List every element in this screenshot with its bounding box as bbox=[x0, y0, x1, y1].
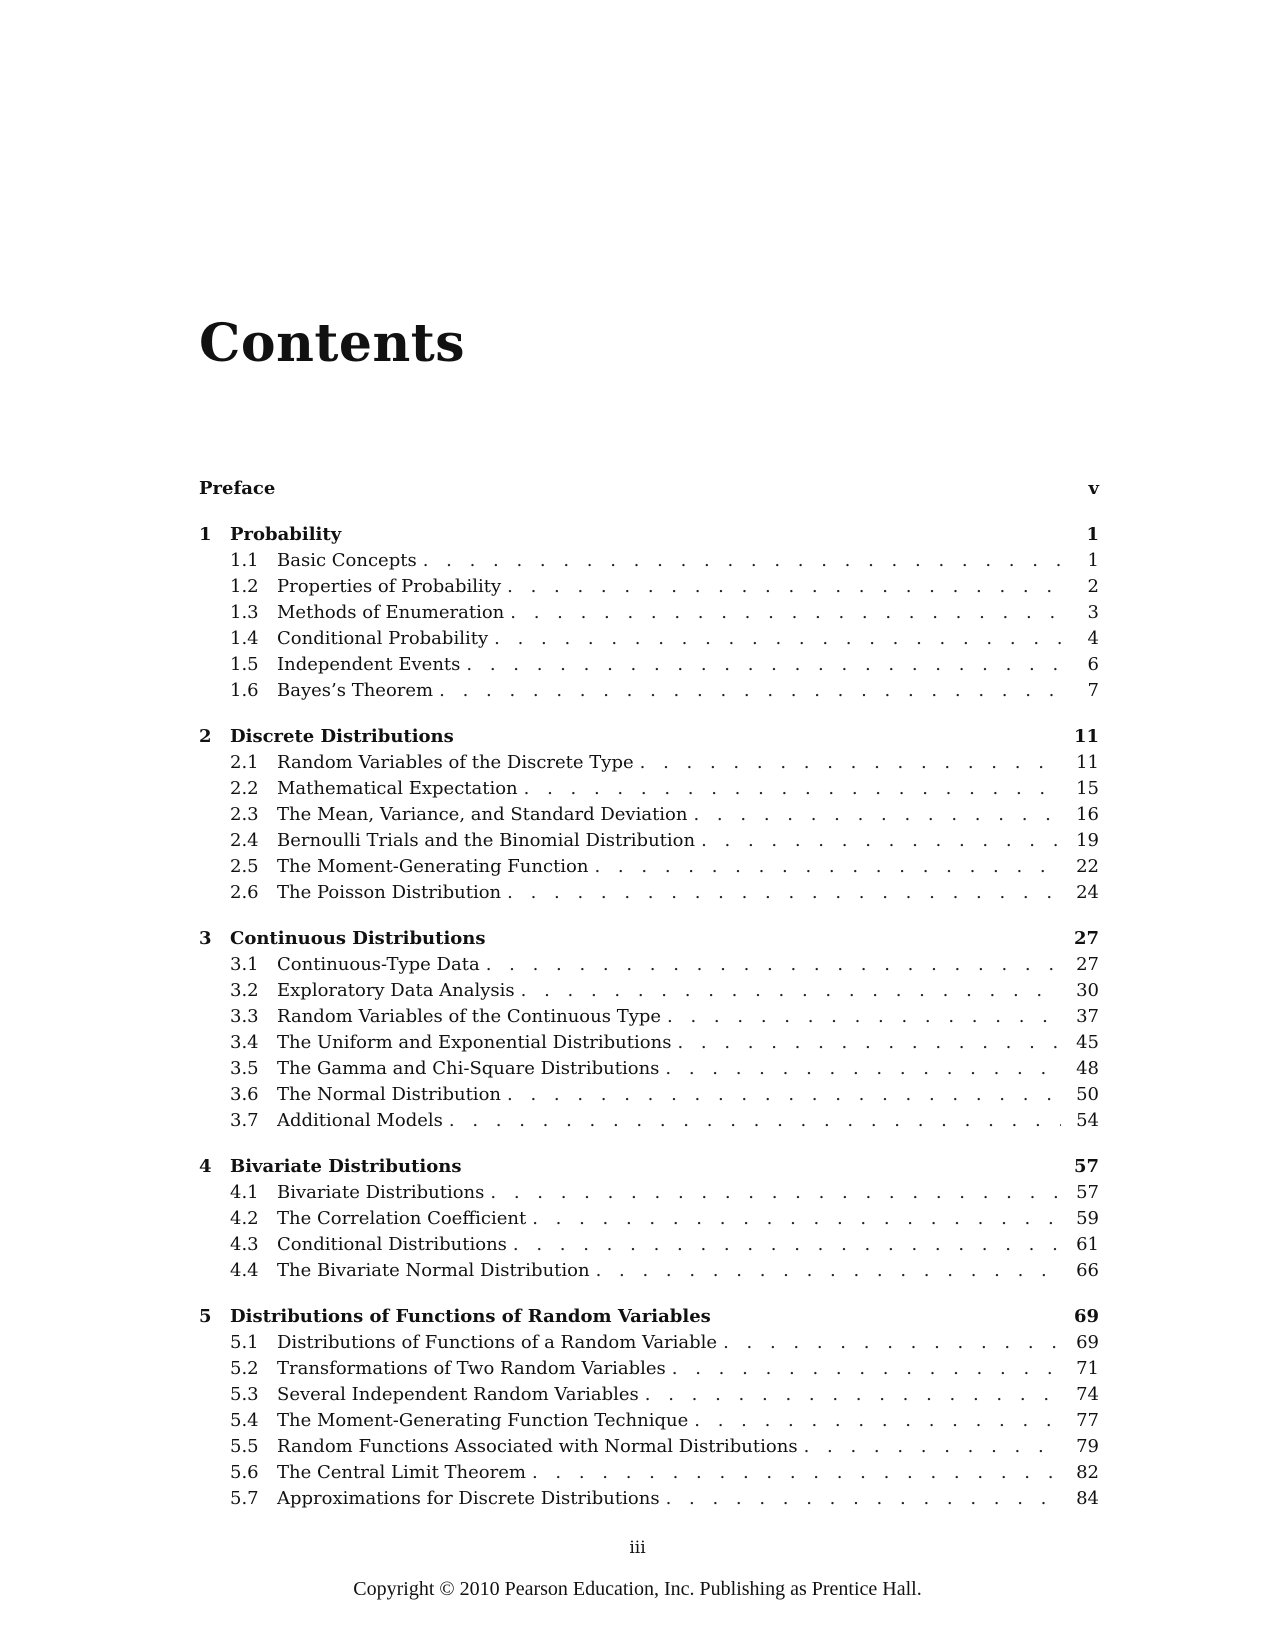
table-of-contents bbox=[199, 476, 1099, 1532]
section-title: The Moment-Generating Function bbox=[277, 856, 589, 877]
section-page: 11 bbox=[1076, 752, 1099, 773]
section-number: 3.5 bbox=[230, 1058, 259, 1079]
chapter-number: 2 bbox=[199, 726, 212, 747]
toc-entry-section-3-1[interactable] bbox=[199, 952, 1099, 978]
dot-leader bbox=[694, 1408, 1061, 1434]
copyright-footer: Copyright © 2010 Pearson Education, Inc. Publishing as Prentice Hall. bbox=[353, 1578, 922, 1600]
section-number: 4.2 bbox=[230, 1208, 259, 1229]
section-number: 2.6 bbox=[230, 882, 259, 903]
toc-entry-section-5-2[interactable] bbox=[199, 1356, 1099, 1382]
dot-leader bbox=[439, 678, 1061, 704]
toc-entry-chapter-1[interactable] bbox=[199, 522, 1099, 548]
chapter-title: Bivariate Distributions bbox=[230, 1156, 462, 1177]
section-title: Basic Concepts bbox=[277, 550, 417, 571]
dot-leader bbox=[645, 1382, 1061, 1408]
section-title: Conditional Probability bbox=[277, 628, 489, 649]
dot-leader bbox=[701, 828, 1061, 854]
chapter-number: 5 bbox=[199, 1306, 212, 1327]
toc-entry-chapter-5[interactable] bbox=[199, 1304, 1099, 1330]
section-page: 54 bbox=[1076, 1110, 1099, 1131]
section-page: 69 bbox=[1076, 1332, 1099, 1353]
section-title: The Normal Distribution bbox=[277, 1084, 501, 1105]
section-title: The Uniform and Exponential Distributions bbox=[277, 1032, 672, 1053]
section-number: 1.6 bbox=[230, 680, 259, 701]
toc-chapter-5 bbox=[199, 1304, 1099, 1512]
section-number: 3.7 bbox=[230, 1110, 259, 1131]
dot-leader bbox=[532, 1206, 1061, 1232]
section-number: 5.1 bbox=[230, 1332, 259, 1353]
section-title: Conditional Distributions bbox=[277, 1234, 507, 1255]
section-number: 4.3 bbox=[230, 1234, 259, 1255]
chapter-title: Distributions of Functions of Random Variables bbox=[230, 1306, 711, 1327]
section-number: 3.4 bbox=[230, 1032, 259, 1053]
section-page: 59 bbox=[1076, 1208, 1099, 1229]
toc-entry-section-1-5[interactable] bbox=[199, 652, 1099, 678]
toc-entry-section-1-2[interactable] bbox=[199, 574, 1099, 600]
chapter-number: 1 bbox=[199, 524, 212, 545]
dot-leader bbox=[677, 1030, 1061, 1056]
dot-leader bbox=[804, 1434, 1061, 1460]
section-title: Random Variables of the Discrete Type bbox=[277, 752, 634, 773]
section-title: Mathematical Expectation bbox=[277, 778, 518, 799]
dot-leader bbox=[521, 978, 1061, 1004]
section-page: 71 bbox=[1076, 1358, 1099, 1379]
toc-entry-section-5-4[interactable] bbox=[199, 1408, 1099, 1434]
section-number: 1.2 bbox=[230, 576, 259, 597]
dot-leader bbox=[667, 1004, 1061, 1030]
chapter-page: 69 bbox=[1073, 1306, 1099, 1327]
toc-entry-section-3-2[interactable] bbox=[199, 978, 1099, 1004]
section-title: Bayes’s Theorem bbox=[277, 680, 434, 701]
section-page: 19 bbox=[1076, 830, 1099, 851]
section-page: 27 bbox=[1076, 954, 1099, 975]
section-number: 4.1 bbox=[230, 1182, 259, 1203]
section-number: 2.4 bbox=[230, 830, 259, 851]
dot-leader bbox=[640, 750, 1061, 776]
section-title: The Central Limit Theorem bbox=[277, 1462, 526, 1483]
dot-leader bbox=[494, 626, 1061, 652]
toc-entry-section-5-7[interactable] bbox=[199, 1486, 1099, 1512]
toc-entry-section-2-6[interactable] bbox=[199, 880, 1099, 906]
section-number: 5.4 bbox=[230, 1410, 259, 1431]
dot-leader bbox=[423, 548, 1061, 574]
toc-entry-section-3-6[interactable] bbox=[199, 1082, 1099, 1108]
chapter-title: Probability bbox=[230, 524, 342, 545]
section-title: The Bivariate Normal Distribution bbox=[277, 1260, 590, 1281]
toc-entry-section-5-6[interactable] bbox=[199, 1460, 1099, 1486]
preface-title: Preface bbox=[199, 478, 276, 499]
dot-leader bbox=[507, 574, 1061, 600]
dot-leader bbox=[666, 1486, 1061, 1512]
section-title: Several Independent Random Variables bbox=[277, 1384, 639, 1405]
dot-leader bbox=[532, 1460, 1061, 1486]
dot-leader bbox=[672, 1356, 1061, 1382]
section-title: Independent Events bbox=[277, 654, 461, 675]
section-number: 3.1 bbox=[230, 954, 259, 975]
toc-chapter-2 bbox=[199, 724, 1099, 906]
chapter-title: Continuous Distributions bbox=[230, 928, 486, 949]
section-page: 61 bbox=[1076, 1234, 1099, 1255]
section-number: 2.5 bbox=[230, 856, 259, 877]
section-page: 57 bbox=[1076, 1182, 1099, 1203]
section-page: 74 bbox=[1076, 1384, 1099, 1405]
section-title: Bernoulli Trials and the Binomial Distribution bbox=[277, 830, 696, 851]
section-number: 1.1 bbox=[230, 550, 259, 571]
toc-entry-section-1-3[interactable] bbox=[199, 600, 1099, 626]
chapter-number: 3 bbox=[199, 928, 212, 949]
toc-entry-section-3-7[interactable] bbox=[199, 1108, 1099, 1134]
dot-leader bbox=[513, 1232, 1061, 1258]
section-title: Approximations for Discrete Distributions bbox=[277, 1488, 660, 1509]
section-page: 4 bbox=[1087, 628, 1099, 649]
section-page: 48 bbox=[1076, 1058, 1099, 1079]
section-title: Additional Models bbox=[277, 1110, 443, 1131]
section-number: 5.5 bbox=[230, 1436, 259, 1457]
dot-leader bbox=[466, 652, 1061, 678]
section-page: 79 bbox=[1076, 1436, 1099, 1457]
toc-entry-section-5-1[interactable] bbox=[199, 1330, 1099, 1356]
preface-page: v bbox=[1088, 478, 1099, 499]
chapter-title: Discrete Distributions bbox=[230, 726, 454, 747]
dot-leader bbox=[524, 776, 1061, 802]
dot-leader bbox=[693, 802, 1061, 828]
toc-entry-section-1-1[interactable] bbox=[199, 548, 1099, 574]
dot-leader bbox=[449, 1108, 1061, 1134]
toc-entry-section-1-4[interactable] bbox=[199, 626, 1099, 652]
section-page: 77 bbox=[1076, 1410, 1099, 1431]
toc-entry-section-5-3[interactable] bbox=[199, 1382, 1099, 1408]
section-number: 2.1 bbox=[230, 752, 259, 773]
section-number: 4.4 bbox=[230, 1260, 259, 1281]
section-page: 1 bbox=[1087, 550, 1099, 571]
section-title: Exploratory Data Analysis bbox=[277, 980, 515, 1001]
section-number: 5.3 bbox=[230, 1384, 259, 1405]
dot-leader bbox=[507, 1082, 1061, 1108]
toc-entry-section-2-1[interactable] bbox=[199, 750, 1099, 776]
toc-entry-section-1-6[interactable] bbox=[199, 678, 1099, 704]
toc-entry-chapter-3[interactable] bbox=[199, 926, 1099, 952]
section-number: 5.7 bbox=[230, 1488, 259, 1509]
section-title: The Moment-Generating Function Technique bbox=[277, 1410, 689, 1431]
section-page: 22 bbox=[1076, 856, 1099, 877]
section-page: 24 bbox=[1076, 882, 1099, 903]
toc-chapter-1 bbox=[199, 522, 1099, 704]
section-title: Properties of Probability bbox=[277, 576, 502, 597]
section-title: The Gamma and Chi-Square Distributions bbox=[277, 1058, 660, 1079]
toc-entry-section-2-3[interactable] bbox=[199, 802, 1099, 828]
section-page: 6 bbox=[1087, 654, 1099, 675]
section-title: Transformations of Two Random Variables bbox=[277, 1358, 666, 1379]
section-page: 2 bbox=[1087, 576, 1099, 597]
toc-entry-section-3-5[interactable] bbox=[199, 1056, 1099, 1082]
toc-entry-section-4-4[interactable] bbox=[199, 1258, 1099, 1284]
dot-leader bbox=[510, 600, 1061, 626]
chapter-page: 11 bbox=[1073, 726, 1099, 747]
section-number: 1.3 bbox=[230, 602, 259, 623]
chapter-page: 27 bbox=[1073, 928, 1099, 949]
dot-leader bbox=[665, 1056, 1061, 1082]
section-page: 50 bbox=[1076, 1084, 1099, 1105]
toc-entry-section-2-4[interactable] bbox=[199, 828, 1099, 854]
section-page: 30 bbox=[1076, 980, 1099, 1001]
section-page: 66 bbox=[1076, 1260, 1099, 1281]
toc-entry-section-4-1[interactable] bbox=[199, 1180, 1099, 1206]
section-number: 3.3 bbox=[230, 1006, 259, 1027]
section-title: The Correlation Coefficient bbox=[277, 1208, 527, 1229]
section-page: 45 bbox=[1076, 1032, 1099, 1053]
chapter-page: 1 bbox=[1086, 524, 1099, 545]
chapter-page: 57 bbox=[1073, 1156, 1099, 1177]
toc-chapter-4 bbox=[199, 1154, 1099, 1284]
section-title: The Poisson Distribution bbox=[277, 882, 502, 903]
toc-entry-section-4-3[interactable] bbox=[199, 1232, 1099, 1258]
section-number: 1.4 bbox=[230, 628, 259, 649]
section-number: 5.6 bbox=[230, 1462, 259, 1483]
section-page: 3 bbox=[1087, 602, 1099, 623]
dot-leader bbox=[490, 1180, 1061, 1206]
toc-chapter-3 bbox=[199, 926, 1099, 1134]
toc-entry-chapter-2[interactable] bbox=[199, 724, 1099, 750]
section-page: 15 bbox=[1076, 778, 1099, 799]
section-page: 84 bbox=[1076, 1488, 1099, 1509]
chapter-list bbox=[199, 522, 1099, 1512]
section-title: Random Variables of the Continuous Type bbox=[277, 1006, 662, 1027]
section-title: Bivariate Distributions bbox=[277, 1182, 485, 1203]
toc-entry-section-2-5[interactable] bbox=[199, 854, 1099, 880]
section-title: Random Functions Associated with Normal Distributions bbox=[277, 1436, 798, 1457]
toc-entry-section-5-5[interactable] bbox=[199, 1434, 1099, 1460]
toc-entry-preface[interactable] bbox=[199, 476, 1099, 502]
dot-leader bbox=[507, 880, 1061, 906]
section-number: 5.2 bbox=[230, 1358, 259, 1379]
page-title: Contents bbox=[199, 313, 466, 374]
section-number: 1.5 bbox=[230, 654, 259, 675]
chapter-number: 4 bbox=[199, 1156, 212, 1177]
toc-entry-section-3-3[interactable] bbox=[199, 1004, 1099, 1030]
section-title: The Mean, Variance, and Standard Deviation bbox=[277, 804, 688, 825]
section-title: Methods of Enumeration bbox=[277, 602, 505, 623]
section-title: Continuous-Type Data bbox=[277, 954, 480, 975]
section-title: Distributions of Functions of a Random Variable bbox=[277, 1332, 718, 1353]
toc-entry-section-4-2[interactable] bbox=[199, 1206, 1099, 1232]
section-number: 2.2 bbox=[230, 778, 259, 799]
section-number: 2.3 bbox=[230, 804, 259, 825]
section-number: 3.2 bbox=[230, 980, 259, 1001]
toc-entry-section-2-2[interactable] bbox=[199, 776, 1099, 802]
page-number: iii bbox=[629, 1538, 646, 1558]
section-page: 37 bbox=[1076, 1006, 1099, 1027]
section-page: 82 bbox=[1076, 1462, 1099, 1483]
dot-leader bbox=[723, 1330, 1061, 1356]
section-page: 16 bbox=[1076, 804, 1099, 825]
dot-leader bbox=[486, 952, 1061, 978]
dot-leader bbox=[594, 854, 1061, 880]
dot-leader bbox=[596, 1258, 1061, 1284]
toc-entry-section-3-4[interactable] bbox=[199, 1030, 1099, 1056]
toc-entry-chapter-4[interactable] bbox=[199, 1154, 1099, 1180]
section-page: 7 bbox=[1087, 680, 1099, 701]
section-number: 3.6 bbox=[230, 1084, 259, 1105]
